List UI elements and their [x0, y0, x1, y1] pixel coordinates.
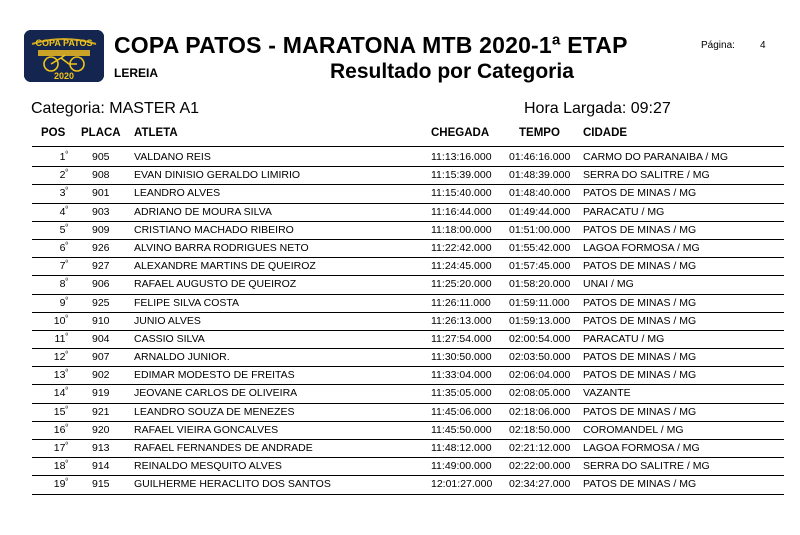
tempo-cell: 01:49:44.000 [509, 205, 571, 218]
table-row [0, 258, 800, 276]
pos-number: 11 [54, 332, 66, 345]
pos-number: 8 [59, 278, 66, 291]
cidade-cell: CARMO DO PARANAIBA / MG [583, 151, 729, 163]
pos-number: 17 [53, 442, 66, 454]
tempo-cell: 01:51:00.000 [509, 223, 571, 236]
chegada-cell: 11:15:40.000 [431, 187, 492, 200]
cidade-cell: PATOS DE MINAS / MG [583, 187, 697, 200]
col-tempo: TEMPO [519, 127, 560, 139]
tempo-cell: 02:03:50.000 [509, 351, 571, 364]
row-divider [32, 494, 784, 495]
placa-cell: 926 [92, 241, 110, 254]
pos-cell [38, 169, 68, 181]
cidade-cell: COROMANDEL / MG [583, 423, 684, 436]
start-time: Hora Largada: 09:27 [524, 100, 671, 117]
atleta-cell: ALVINO BARRA RODRIGUES NETO [134, 241, 309, 254]
pos-cell [38, 206, 68, 218]
placa-cell: 919 [92, 387, 110, 400]
pos-cell [38, 297, 68, 309]
tempo-cell: 01:46:16.000 [509, 151, 571, 163]
atleta-cell: GUILHERME HERACLITO DOS SANTOS [134, 478, 331, 491]
pos-number: 13 [53, 369, 66, 382]
pos-cell [38, 442, 68, 454]
report-title: COPA PATOS - MARATONA MTB 2020-1ª ETAP [114, 32, 628, 58]
atleta-cell: ALEXANDRE MARTINS DE QUEIROZ [134, 260, 316, 273]
tempo-cell: 02:18:06.000 [509, 405, 571, 418]
chegada-cell: 11:30:50.000 [431, 351, 492, 364]
col-cidade: CIDADE [583, 127, 628, 139]
table-row [0, 349, 800, 367]
tempo-cell: 02:08:05.000 [509, 387, 571, 400]
ordinal-mark: º [65, 351, 68, 359]
table-row [0, 276, 800, 294]
cidade-cell: VAZANTE [583, 387, 631, 400]
tempo-cell: 01:57:45.000 [509, 260, 571, 273]
cidade-cell: PATOS DE MINAS / MG [583, 405, 697, 418]
tempo-cell: 02:34:27.000 [509, 478, 571, 491]
pos-cell [38, 369, 68, 381]
pos-cell [38, 333, 68, 345]
pos-number: 1 [59, 151, 66, 163]
atleta-cell: RAFAEL FERNANDES DE ANDRADE [134, 442, 313, 454]
tempo-cell: 02:00:54.000 [509, 332, 571, 345]
placa-cell: 908 [92, 169, 110, 182]
atleta-cell: ADRIANO DE MOURA SILVA [134, 205, 272, 218]
table-row [0, 331, 800, 349]
cidade-cell: PATOS DE MINAS / MG [583, 296, 697, 309]
table-row [0, 440, 800, 458]
table-row [0, 313, 800, 331]
table-row [0, 295, 800, 313]
ordinal-mark: º [65, 205, 68, 213]
pos-cell [38, 460, 68, 472]
event-logo [24, 30, 104, 82]
chegada-cell: 11:16:44.000 [431, 205, 492, 218]
pos-number: 3 [59, 187, 66, 200]
placa-cell: 904 [92, 332, 110, 345]
tempo-cell: 02:21:12.000 [509, 442, 571, 454]
tempo-cell: 01:58:20.000 [509, 278, 571, 291]
pos-number: 5 [59, 223, 66, 236]
table-row [0, 149, 800, 167]
pos-cell [38, 387, 68, 399]
cidade-cell: PARACATU / MG [583, 332, 665, 345]
ordinal-mark: º [65, 423, 68, 431]
placa-cell: 903 [92, 205, 110, 218]
chegada-cell: 11:35:05.000 [431, 387, 492, 400]
table-row [0, 404, 800, 422]
chegada-cell: 11:15:39.000 [431, 169, 492, 182]
svg-text:2020: 2020 [53, 71, 75, 81]
atleta-cell: JUNIO ALVES [134, 314, 201, 327]
category-label: Categoria: MASTER A1 [31, 100, 200, 117]
chegada-cell: 11:48:12.000 [431, 442, 492, 454]
table-row [0, 367, 800, 385]
pos-number: 4 [59, 205, 66, 218]
cidade-cell: PATOS DE MINAS / MG [583, 260, 697, 273]
chegada-cell: 11:45:06.000 [431, 405, 492, 418]
chegada-cell: 11:24:45.000 [431, 260, 492, 273]
pos-cell [38, 424, 68, 436]
placa-cell: 906 [92, 278, 110, 291]
chegada-cell: 11:18:00.000 [431, 223, 492, 236]
tempo-cell: 01:48:40.000 [509, 187, 571, 200]
placa-cell: 927 [92, 260, 110, 273]
ordinal-mark: º [65, 169, 68, 177]
pos-number: 15 [53, 405, 66, 418]
chegada-cell: 11:26:13.000 [431, 314, 492, 327]
table-header [0, 127, 800, 141]
cidade-cell: PATOS DE MINAS / MG [583, 314, 697, 327]
ordinal-mark: º [65, 187, 68, 195]
atleta-cell: JEOVANE CARLOS DE OLIVEIRA [134, 387, 298, 400]
cidade-cell: SERRA DO SALITRE / MG [583, 460, 710, 473]
chegada-cell: 11:26:11.000 [431, 296, 491, 309]
header-divider [32, 146, 784, 147]
atleta-cell: FELIPE SILVA COSTA [134, 296, 240, 309]
chegada-cell: 11:27:54.000 [431, 332, 492, 345]
page-label: Página: [701, 40, 735, 51]
cidade-cell: LAGOA FORMOSA / MG [583, 241, 700, 254]
placa-cell: 921 [92, 405, 110, 418]
ordinal-mark: º [65, 151, 68, 158]
cidade-cell: PATOS DE MINAS / MG [583, 223, 697, 236]
table-row [0, 185, 800, 203]
atleta-cell: RAFAEL AUGUSTO DE QUEIROZ [134, 278, 297, 291]
pos-number: 10 [53, 314, 66, 327]
cidade-cell: LAGOA FORMOSA / MG [583, 442, 700, 454]
pos-cell [38, 260, 68, 272]
pos-cell [38, 151, 68, 163]
chegada-cell: 11:22:42.000 [431, 241, 492, 254]
pos-number: 2 [59, 169, 66, 182]
col-pos: POS [41, 127, 66, 139]
atleta-cell: CASSIO SILVA [134, 332, 205, 345]
tempo-cell: 01:59:13.000 [509, 314, 571, 327]
pos-cell [38, 478, 68, 490]
tempo-cell: 01:59:11.000 [509, 296, 570, 309]
tempo-cell: 02:22:00.000 [509, 460, 571, 473]
placa-cell: 902 [92, 369, 110, 382]
placa-cell: 901 [92, 187, 110, 200]
atleta-cell: ARNALDO JUNIOR. [134, 351, 230, 364]
placa-cell: 909 [92, 223, 110, 236]
chegada-cell: 11:33:04.000 [431, 369, 492, 382]
pos-number: 19 [53, 478, 66, 491]
atleta-cell: LEANDRO ALVES [134, 187, 221, 200]
placa-cell: 915 [92, 478, 110, 491]
table-row [0, 422, 800, 440]
pos-cell [38, 278, 68, 290]
placa-cell: 913 [92, 442, 110, 454]
pos-number: 16 [53, 423, 66, 436]
atleta-cell: REINALDO MESQUITO ALVES [134, 460, 282, 473]
atleta-cell: EVAN DINISIO GERALDO LIMIRIO [134, 169, 301, 182]
pos-cell [38, 406, 68, 418]
placa-cell: 905 [92, 151, 110, 163]
col-chegada: CHEGADA [431, 127, 490, 139]
pos-cell [38, 187, 68, 199]
cidade-cell: SERRA DO SALITRE / MG [583, 169, 710, 182]
svg-text:COPA PATOS: COPA PATOS [35, 38, 93, 48]
ordinal-mark: º [65, 241, 68, 249]
page-number: 4 [760, 40, 766, 51]
cidade-cell: PATOS DE MINAS / MG [583, 369, 697, 382]
tempo-cell: 02:06:04.000 [509, 369, 571, 382]
cidade-cell: PATOS DE MINAS / MG [583, 478, 697, 491]
ordinal-mark: º [65, 278, 68, 286]
table-row [0, 476, 800, 494]
ordinal-mark: º [65, 314, 68, 322]
pos-number: 18 [53, 460, 66, 473]
pos-cell [38, 351, 68, 363]
table-row [0, 222, 800, 240]
atleta-cell: LEANDRO SOUZA DE MENEZES [134, 405, 295, 418]
placa-cell: 910 [92, 314, 110, 327]
cidade-cell: PARACATU / MG [583, 205, 665, 218]
ordinal-mark: º [65, 460, 68, 468]
placa-cell: 925 [92, 296, 110, 309]
tempo-cell: 02:18:50.000 [509, 423, 571, 436]
placa-cell: 920 [92, 423, 110, 436]
placa-cell: 907 [92, 351, 110, 364]
results-table [0, 149, 800, 495]
pos-number: 14 [53, 387, 66, 400]
col-placa: PLACA [81, 127, 121, 139]
ordinal-mark: º [65, 332, 68, 340]
atleta-cell: RAFAEL VIEIRA GONCALVES [134, 423, 279, 436]
ordinal-mark: º [65, 478, 68, 486]
ordinal-mark: º [65, 260, 68, 268]
pos-cell [38, 224, 68, 236]
pos-cell [38, 315, 68, 327]
pos-number: 7 [59, 260, 66, 273]
ordinal-mark: º [65, 442, 68, 449]
organizer-name: LEREIA [114, 66, 159, 80]
table-row [0, 458, 800, 476]
atleta-cell: CRISTIANO MACHADO RIBEIRO [134, 223, 294, 236]
chegada-cell: 11:49:00.000 [431, 460, 492, 473]
ordinal-mark: º [65, 369, 68, 377]
table-row [0, 385, 800, 403]
table-row [0, 204, 800, 222]
ordinal-mark: º [65, 387, 68, 395]
ordinal-mark: º [65, 296, 68, 304]
report-subtitle: Resultado por Categoria [330, 60, 574, 83]
ordinal-mark: º [65, 405, 68, 413]
table-row [0, 167, 800, 185]
cidade-cell: UNAI / MG [583, 278, 634, 291]
table-row [0, 240, 800, 258]
chegada-cell: 11:25:20.000 [431, 278, 492, 291]
tempo-cell: 01:55:42.000 [509, 241, 571, 254]
cidade-cell: PATOS DE MINAS / MG [583, 351, 697, 364]
chegada-cell: 12:01:27.000 [431, 478, 493, 491]
pos-number: 9 [59, 296, 66, 309]
atleta-cell: EDIMAR MODESTO DE FREITAS [134, 369, 295, 382]
pos-number: 12 [53, 351, 66, 364]
placa-cell: 914 [92, 460, 110, 473]
ordinal-mark: º [65, 223, 68, 231]
chegada-cell: 11:45:50.000 [431, 423, 492, 436]
pos-number: 6 [59, 241, 66, 254]
col-atleta: ATLETA [134, 127, 178, 139]
chegada-cell: 11:13:16.000 [431, 151, 492, 163]
tempo-cell: 01:48:39.000 [509, 169, 571, 182]
pos-cell [38, 242, 68, 254]
atleta-cell: VALDANO REIS [134, 151, 211, 163]
